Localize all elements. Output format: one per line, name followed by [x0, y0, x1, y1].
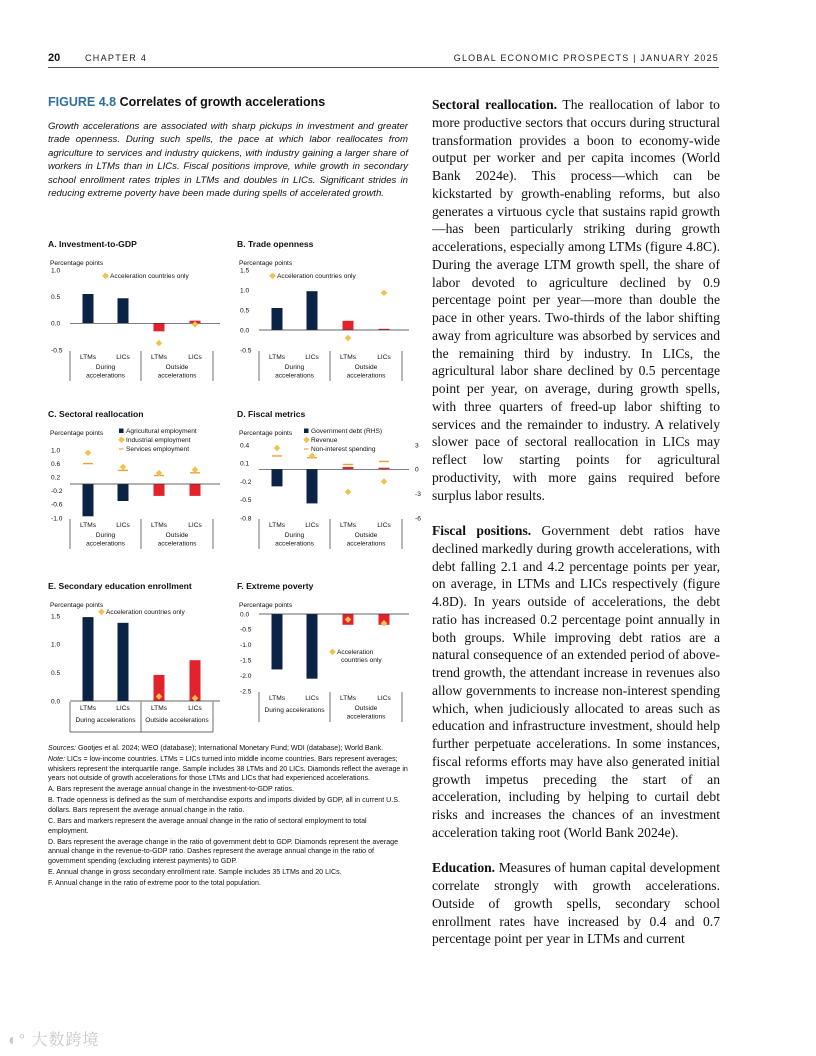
note-d: D. Bars represent the average change in the ratio of government debt to GDP. Diamonds represent the average annual change in the revenue-to-GDP ratio. Dashes represent the average annual change in the ratio of government spending (excluding interest payments) to GDP.: [48, 837, 399, 866]
diamond-marker: [274, 445, 281, 452]
diamond-marker: [156, 340, 163, 347]
y-tick-label: -0.5: [240, 497, 252, 505]
page-number: 20: [48, 52, 61, 64]
legend-diamond-swatch: [269, 273, 276, 280]
y-tick-label: 1.0: [51, 447, 61, 455]
diamond-marker: [381, 478, 388, 485]
x-category-label: LICs: [305, 695, 319, 702]
y-tick-label: -1.0: [240, 642, 252, 650]
x-category-label: LICs: [188, 354, 202, 361]
diamond-marker: [345, 489, 352, 496]
y-axis-label: Percentage points: [239, 260, 293, 267]
x-category-label: LTMs: [269, 354, 285, 361]
y-axis-label: Percentage points: [50, 602, 104, 609]
x-category-label: LICs: [377, 695, 391, 702]
body-text: [432, 96, 720, 966]
chapter-label: CHAPTER 4: [85, 53, 148, 63]
y-tick-label: -0.5: [240, 626, 252, 634]
note-label: Note:: [48, 755, 65, 764]
legend-label: Non-interest spending: [311, 446, 376, 453]
legend-bar-swatch: [119, 429, 124, 434]
legend-label: Acceleration countries only: [106, 609, 185, 616]
y-tick-label: 1.0: [51, 267, 61, 275]
x-group-label: Outside: [165, 532, 189, 539]
bar: [118, 298, 129, 323]
bar: [118, 623, 129, 701]
legend-diamond-swatch: [98, 609, 105, 616]
note-a: A. Bars represent the average annual change in the investment-to-GDP ratios.: [48, 785, 294, 794]
note-e: E. Annual change in gross secondary enrollment rate. Sample includes 35 LTMs and 20 LICs.: [48, 868, 342, 877]
legend-label: Acceleration countries only: [277, 273, 356, 280]
x-group-label: accelerations: [86, 540, 125, 548]
x-group-label: During: [95, 364, 116, 371]
bar: [83, 617, 94, 701]
legend-diamond-swatch: [102, 273, 109, 280]
diamond-marker: [120, 464, 127, 471]
y-tick-label: 0.5: [240, 307, 250, 315]
chart-trade-openness: [237, 258, 422, 393]
x-group-label: During accelerations: [75, 717, 136, 724]
panel-title-a: A. Investment-to-GDP: [48, 239, 137, 249]
x-category-label: LICs: [305, 354, 319, 361]
bar: [118, 484, 129, 501]
x-category-label: LTMs: [80, 522, 96, 529]
x-group-label: accelerations: [346, 372, 386, 380]
x-group-label: During: [284, 532, 305, 539]
bar: [154, 323, 165, 331]
legend-label: Revenue: [311, 437, 338, 444]
y-axis-label: Percentage points: [239, 602, 293, 609]
watermark-logo: ◐° 大数跨境: [8, 1032, 100, 1049]
y-tick-label: 0.0: [51, 320, 61, 328]
note-c: C. Bars and markers represent the average annual change in the ratio of sectoral employment to total employment.: [48, 817, 367, 835]
y2-tick-label: 0: [415, 466, 419, 474]
header-rule: [48, 67, 719, 68]
panel-title-c: C. Sectoral reallocation: [48, 409, 144, 419]
x-group-label: accelerations: [157, 540, 197, 548]
paragraph-heading: Fiscal positions.: [432, 523, 532, 538]
y-tick-label: -2.0: [240, 672, 252, 680]
panel-title-f: F. Extreme poverty: [237, 581, 314, 591]
y-tick-label: 1.5: [240, 267, 250, 275]
x-category-label: LICs: [116, 705, 130, 712]
y-tick-label: 0.0: [240, 611, 250, 619]
sources-note: [48, 744, 408, 754]
bar: [154, 484, 165, 496]
note-b: B. Trade openness is defined as the sum of merchandise exports and imports divided by GDP, all in current U.S. dollars. Bars represent the average annual change in the ratio.: [48, 796, 400, 815]
legend-label: countries only: [341, 657, 382, 664]
y-tick-label: 1.0: [240, 287, 250, 295]
chart-secondary-education: [48, 600, 233, 735]
y-tick-label: 0.2: [51, 474, 61, 482]
diamond-marker: [345, 335, 352, 342]
x-group-label: Outside accelerations: [145, 717, 209, 724]
legend-bar-swatch: [304, 429, 309, 434]
bar: [190, 484, 201, 496]
x-group-label: During accelerations: [264, 707, 325, 714]
x-category-label: LICs: [116, 354, 130, 361]
x-category-label: LICs: [116, 522, 130, 529]
legend-label: Government debt (RHS): [311, 428, 383, 435]
x-group-label: During: [95, 532, 116, 539]
legend-diamond-swatch: [329, 649, 336, 656]
y-tick-label: -1.5: [240, 657, 252, 665]
bar: [272, 308, 283, 330]
x-group-label: Outside: [354, 364, 378, 371]
y-axis-label: Percentage points: [239, 430, 293, 437]
legend-label: Agricultural employment: [126, 428, 197, 435]
y-tick-label: -0.8: [240, 515, 252, 523]
legend-label: Acceleration: [337, 649, 374, 656]
x-group-label: accelerations: [275, 372, 314, 380]
figure-notes: [48, 744, 408, 890]
y-tick-label: -2.5: [240, 688, 252, 696]
legend-label: Services employment: [126, 446, 190, 453]
x-category-label: LTMs: [340, 354, 356, 361]
figure-number: FIGURE 4.8: [48, 95, 117, 109]
y-tick-label: 0.0: [240, 327, 250, 335]
panel-title-e: E. Secondary education enrollment: [48, 581, 192, 591]
x-category-label: LICs: [377, 354, 391, 361]
y-axis-label: Percentage points: [50, 430, 104, 437]
paragraph-text: The reallocation of labor to more productive sectors that occurs during structural transformation provides a boon to economy-wide output per worker and per capita incomes (World Bank 2024e). This process—which can be kickstarted by growth-enabling reforms, but also generates a virtuous cycle that sustains rapid growth—has been particularly striking during growth accelerations, especially among LTMs (figure 4.8C). During the average LTM growth spell, the share of labor devoted to agriculture declined by 0.9 percentage point per year—more than double the pace in other years. Two-thirds of the labor shifting away from agriculture was absorbed by services and the remaining third by industry. In LICs, the agricultural labor share declined by 0.5 percentage point per year, on average, during growth spells, with three quarters of freed-up labor shifting to services and the remainder to industry. A relatively slower pace of sectoral reallocation in LICs may reflect low starting points for agricultural productivity, with more gains required before surplus labor results.: [432, 97, 720, 503]
y-tick-label: 1.0: [51, 641, 61, 649]
bar: [83, 484, 94, 516]
x-category-label: LTMs: [340, 522, 356, 529]
chart-fiscal-metrics: [237, 428, 422, 563]
y-tick-label: -0.5: [51, 347, 63, 355]
bar: [307, 469, 318, 503]
watermark-text: 大数跨境: [31, 1032, 100, 1049]
chart-extreme-poverty: [237, 600, 422, 735]
x-category-label: LICs: [188, 705, 202, 712]
panel-title-b: B. Trade openness: [237, 239, 314, 249]
paragraph-fiscal-positions: [432, 522, 720, 842]
chart-investment-to-gdp: [48, 258, 233, 393]
x-category-label: LTMs: [80, 705, 96, 712]
diamond-marker: [85, 449, 92, 456]
diamond-marker: [192, 466, 199, 473]
legend-label: Industrial employment: [126, 437, 191, 444]
y-tick-label: -0.6: [51, 501, 63, 509]
general-note: [48, 755, 408, 784]
panel-title-d: D. Fiscal metrics: [237, 409, 306, 419]
y-tick-label: -0.5: [240, 347, 252, 355]
bar: [343, 467, 354, 469]
y-axis-label: Percentage points: [50, 260, 104, 267]
diamond-marker: [381, 290, 388, 297]
x-group-label: During: [284, 364, 305, 371]
y-tick-label: 0.1: [240, 460, 250, 468]
y-tick-label: -0.2: [51, 488, 63, 496]
x-category-label: LTMs: [80, 354, 96, 361]
x-category-label: LICs: [377, 522, 391, 529]
chart-sectoral-reallocation: [48, 428, 233, 563]
x-group-label: Outside: [165, 364, 189, 371]
x-group-label: accelerations: [157, 372, 197, 380]
x-category-label: LTMs: [269, 522, 285, 529]
x-category-label: LICs: [188, 522, 202, 529]
y2-tick-label: 3: [415, 442, 419, 450]
figure-title-text: Correlates of growth accelerations: [119, 95, 326, 109]
paragraph-education: [432, 859, 720, 948]
x-group-label: Outside: [354, 705, 378, 712]
x-group-label: accelerations: [275, 540, 314, 548]
bar: [307, 614, 318, 679]
y-tick-label: -1.0: [51, 515, 63, 523]
sources-text: Gootjes et al. 2024; WEO (database); International Monetary Fund; WDI (database); World Bank.: [77, 744, 384, 752]
y2-tick-label: -6: [415, 515, 421, 523]
y2-tick-label: -3: [415, 490, 421, 498]
bar: [343, 321, 354, 330]
x-category-label: LTMs: [151, 354, 167, 361]
legend-label: Acceleration countries only: [110, 273, 189, 280]
x-category-label: LTMs: [151, 522, 167, 529]
y-tick-label: 1.5: [51, 613, 61, 621]
paragraph-heading: Education.: [432, 860, 496, 876]
x-group-label: Outside: [354, 532, 378, 539]
bar: [83, 294, 94, 323]
sources-label: Sources:: [48, 744, 76, 752]
y-tick-label: 0.6: [51, 460, 61, 468]
bar: [272, 614, 283, 669]
x-category-label: LTMs: [151, 705, 167, 712]
x-category-label: LTMs: [269, 695, 285, 702]
x-group-label: accelerations: [86, 372, 125, 380]
bar: [307, 291, 318, 330]
figure-title: [48, 95, 325, 109]
y-tick-label: -0.2: [240, 478, 252, 486]
x-category-label: LICs: [305, 522, 319, 529]
paragraph-text: Government debt ratios have declined markedly during growth accelerations, with debt falling 2.1 and 4.2 percentage points per year, on average, in LTMs and LICs respectively (figure 4.8D). In years outside of accelerations, the debt ratio has increased 0.2 percentage point annually in both groups. While improving debt ratios are a natural consequence of an extended period of above-trend growth, the attendant increase in revenues also allow governments to increase non-interest spending which, when judiciously allocated to areas such as education and infrastructure investment, should help further perpetuate accelerations. In some instances, fiscal reforms efforts may have also generated initial growth impetus preceding the start of an acceleration, including by helping to curtail debt risks and increases the chances of an investment acceleration taking root (World Bank 2024e).: [432, 523, 720, 840]
y-tick-label: 0.4: [240, 442, 250, 450]
paragraph-heading: Sectoral reallocation.: [432, 97, 558, 112]
publication-title: GLOBAL ECONOMIC PROSPECTS | JANUARY 2025: [453, 53, 719, 63]
legend-diamond-swatch: [303, 437, 310, 444]
x-group-label: accelerations: [346, 540, 386, 548]
x-group-label: accelerations: [346, 713, 386, 721]
y-tick-label: 0.0: [51, 698, 61, 706]
figure-subtitle: Growth accelerations are associated with sharp pickups in investment and greater trade openness. During such spells, the pace at which labor reallocates from agriculture to services and industry quickens, with industry gaining a larger share of workers in LTMs than in LICs. Fiscal positions improve, while growth in secondary school enrollment rates triples in LTMs and doubles in LICs. Significant strides in reducing extreme poverty have been made during spells of accelerated growth.: [48, 121, 408, 200]
note-text: LICs = low-income countries. LTMs = LICs turned into middle income countries. Bars represent averages; whiskers represent the interquartile range. Sample includes 38 LTMs and 20 LICs. Diamonds reflect the average in years not outside of growth accelerations for those LTMs and LICs that had experienced accelerations.: [48, 755, 408, 783]
y-tick-label: 0.5: [51, 669, 61, 677]
legend-diamond-swatch: [118, 437, 125, 444]
paragraph-sectoral-reallocation: [432, 96, 720, 504]
bar: [272, 469, 283, 486]
note-f: F. Annual change in the ratio of extreme poor to the total population.: [48, 879, 261, 888]
paragraph-text: Measures of human capital development correlate strongly with growth accelerations. Outside of growth spells, secondary school enrollment rates have increased by 0.4 and 0.7 percentage point per year in LTMs and current: [432, 860, 720, 947]
x-category-label: LTMs: [340, 695, 356, 702]
y-tick-label: 0.5: [51, 293, 61, 301]
